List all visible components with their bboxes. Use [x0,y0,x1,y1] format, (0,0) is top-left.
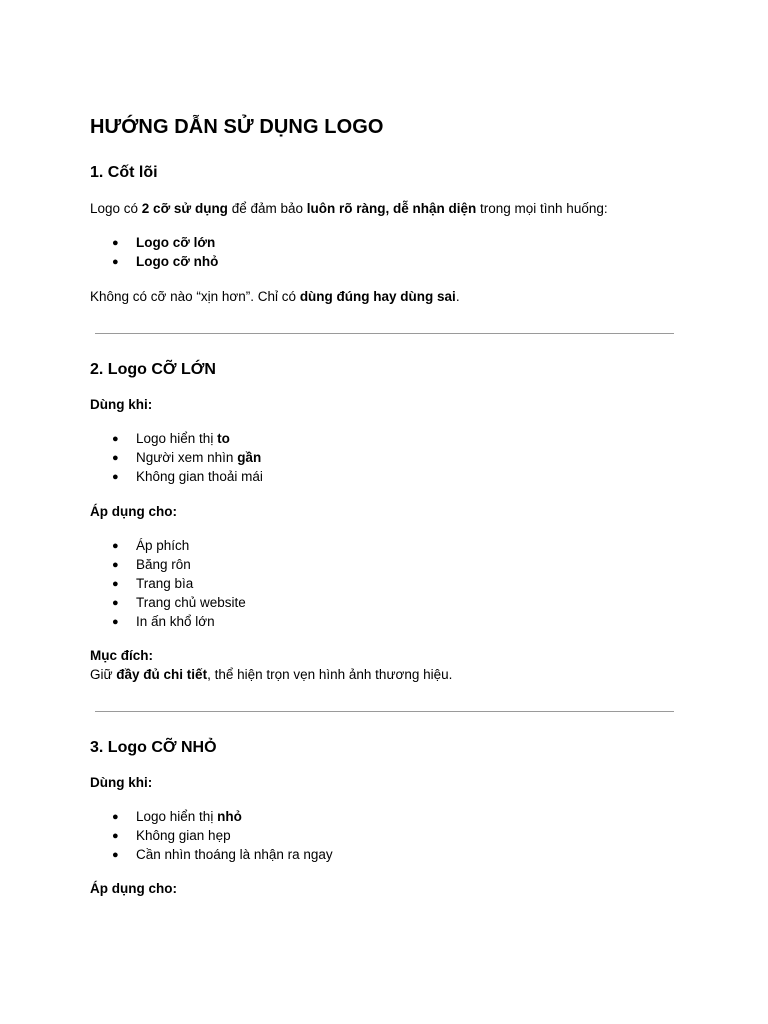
document-title: HƯỚNG DẪN SỬ DỤNG LOGO [90,116,384,138]
section-3-apply-label: Áp dụng cho: [90,881,177,896]
list-item: In ấn khổ lớn [136,614,215,629]
bullet-icon: ● [112,256,119,268]
list-item: Logo cỡ nhỏ [136,254,219,269]
bullet-icon: ● [112,811,119,823]
list-item: Áp phích [136,538,190,553]
list-item: Logo hiển thị nhỏ [136,809,242,824]
divider [95,711,674,712]
section-1-intro: Logo có 2 cỡ sử dụng để đảm bảo luôn rõ ràng, dễ nhận diện trong mọi tình huống: [90,201,608,216]
list-item: Logo hiển thị to [136,431,230,446]
section-2-when-label: Dùng khi: [90,397,153,412]
list-item: Cần nhìn thoáng là nhận ra ngay [136,847,333,862]
bullet-icon: ● [112,471,119,483]
bullet-icon: ● [112,830,119,842]
list-item: Trang bìa [136,576,194,591]
bullet-icon: ● [112,237,119,249]
list-item: Trang chủ website [136,595,246,610]
bullet-icon: ● [112,578,119,590]
list-item: Băng rôn [136,557,191,572]
section-2-heading: 2. Logo CỠ LỚN [90,361,216,378]
section-2-purpose-label: Mục đích: [90,648,153,663]
bullet-icon: ● [112,452,119,464]
list-item: Không gian thoải mái [136,469,263,484]
list-item: Logo cỡ lớn [136,235,216,250]
section-3-heading: 3. Logo CỠ NHỎ [90,739,217,756]
section-1-heading: 1. Cốt lõi [90,164,158,181]
section-2-purpose: Giữ đầy đủ chi tiết, thể hiện trọn vẹn hình ảnh thương hiệu. [90,667,453,682]
section-2-apply-label: Áp dụng cho: [90,504,177,519]
bullet-icon: ● [112,559,119,571]
divider [95,333,674,334]
bullet-icon: ● [112,597,119,609]
section-1-outro: Không có cỡ nào “xịn hơn”. Chỉ có dùng đúng hay dùng sai. [90,289,460,304]
bullet-icon: ● [112,540,119,552]
bullet-icon: ● [112,849,119,861]
bullet-icon: ● [112,433,119,445]
bullet-icon: ● [112,616,119,628]
list-item: Không gian hẹp [136,828,231,843]
section-3-when-label: Dùng khi: [90,775,153,790]
list-item: Người xem nhìn gần [136,450,262,465]
